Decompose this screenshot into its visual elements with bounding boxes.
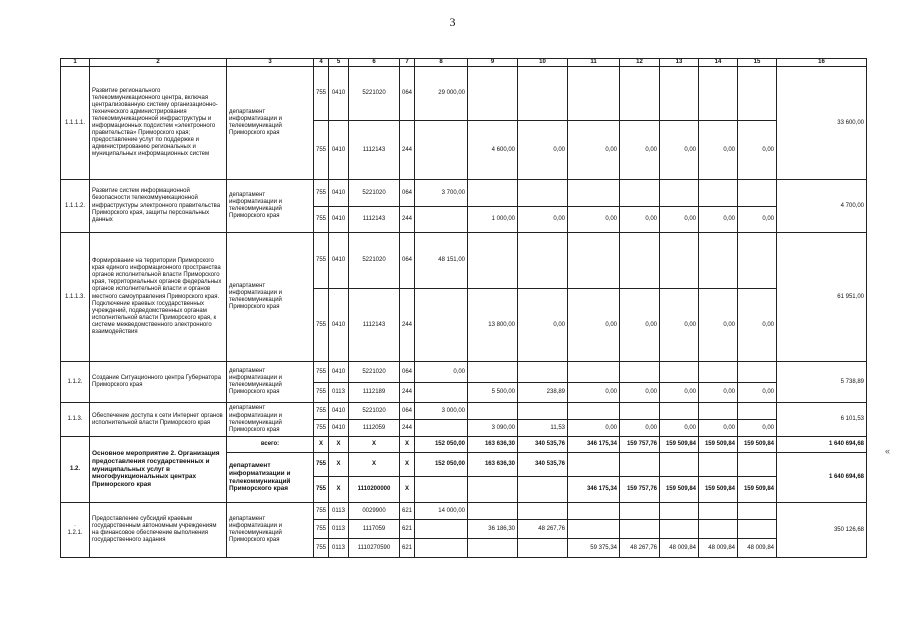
row-total: 1 640 694,68	[777, 437, 867, 453]
cell-c11	[568, 520, 620, 539]
col-header: 2	[90, 59, 227, 67]
cell-c11	[568, 67, 620, 121]
cell-c11: 0,00	[568, 207, 620, 233]
cell-c14	[699, 67, 738, 121]
cell-c15	[738, 453, 777, 477]
cell-c15: 0,00	[738, 207, 777, 233]
cell-c15: 159 509,84	[738, 477, 777, 503]
cell-c9	[468, 67, 518, 121]
row-id: 1.2.1.	[67, 530, 83, 537]
cell-c14: 159 509,84	[699, 477, 738, 503]
col-header: 4	[314, 59, 329, 67]
cell-c14	[699, 403, 738, 420]
cell-c6: 1112059	[349, 420, 400, 437]
cell-c5: 0410	[329, 67, 349, 121]
cell-c10	[518, 362, 568, 383]
cell-c8: 14 000,00	[415, 503, 468, 520]
budget-table	[60, 58, 867, 558]
col-header: 8	[415, 59, 468, 67]
row-id: 1.1.1.1.	[64, 119, 85, 126]
cell-c5: 0113	[329, 503, 349, 520]
row-department: департамент информатизации и телекоммуникаций Приморского края	[227, 453, 314, 503]
col-header: 14	[699, 59, 738, 67]
cell-c6: 5221020	[349, 403, 400, 420]
cell-c10	[518, 403, 568, 420]
col-header: 12	[620, 59, 660, 67]
cell-c4: 755	[314, 503, 329, 520]
row-description: Формирование на территории Приморского края единого информационного пространства органов исполнительной власти Приморского края, территориальных органов федеральных органов исполнительной власти и органов местного самоуправления Приморского края. Подключение краевых государственных учреждений, подведомственных органам исполнительной власти Приморского края, к системе межведомственного электронного взаимодействия	[90, 233, 227, 362]
cell-c4: 755	[314, 362, 329, 383]
cell-c8: 29 000,00	[415, 67, 468, 121]
cell-c9: 36 186,30	[468, 520, 518, 539]
table-row	[61, 403, 867, 420]
row-department: департамент информатизации и телекоммуникаций Приморского края	[227, 180, 314, 233]
col-header: 7	[400, 59, 415, 67]
cell-c9: 163 636,30	[468, 453, 518, 477]
page-number: 3	[449, 15, 456, 29]
cell-c5: 0113	[329, 520, 349, 539]
cell-c4: 755	[314, 420, 329, 437]
cell-c6: 0029900	[349, 503, 400, 520]
cell-c15	[738, 180, 777, 207]
col-header: 6	[349, 59, 400, 67]
cell-c12: 0,00	[620, 207, 660, 233]
cell-c8	[415, 121, 468, 180]
cell-c7: 621	[400, 503, 415, 520]
row-dot: ·	[74, 523, 76, 529]
cell-c5: X	[329, 453, 349, 477]
cell-c15: 48 009,84	[738, 539, 777, 558]
cell-c12	[620, 233, 660, 289]
cell-c10: 0,00	[518, 121, 568, 180]
cell-c13: 0,00	[660, 383, 699, 403]
cell-c12	[620, 503, 660, 520]
cell-c14: 48 009,84	[699, 539, 738, 558]
cell-c7: 244	[400, 207, 415, 233]
cell-c6: 5221020	[349, 67, 400, 121]
cell-c14	[699, 503, 738, 520]
cell-c5: 0410	[329, 207, 349, 233]
cell-c11	[568, 453, 620, 477]
cell-c9: 163 636,30	[468, 437, 518, 453]
cell-c6: 1112143	[349, 207, 400, 233]
cell-c13	[660, 403, 699, 420]
row-description: Основное мероприятие 2. Организация предоставления государственных и муниципальных услуг в многофункциональных центрах Приморского края	[90, 437, 227, 503]
cell-c4: 755	[314, 121, 329, 180]
cell-c8	[415, 207, 468, 233]
row-number	[61, 362, 90, 403]
cell-c12	[620, 520, 660, 539]
cell-c10	[518, 477, 568, 503]
col-header: 5	[329, 59, 349, 67]
cell-c14	[699, 453, 738, 477]
cell-c8: 3 000,00	[415, 403, 468, 420]
row-total: 350 126,68	[777, 503, 867, 558]
cell-c8: 152 050,00	[415, 453, 468, 477]
table-row	[61, 362, 867, 383]
cell-c13	[660, 233, 699, 289]
cell-c7: 244	[400, 289, 415, 362]
cell-c4: 755	[314, 207, 329, 233]
cell-c4: 755	[314, 453, 329, 477]
row-description: Обеспечение доступа к сети Интернет органов исполнительной власти Приморского края	[90, 403, 227, 437]
cell-c14	[699, 180, 738, 207]
cell-c14: 0,00	[699, 207, 738, 233]
cell-c13	[660, 180, 699, 207]
col-header: 16	[777, 59, 867, 67]
cell-c9	[468, 539, 518, 558]
cell-c6: 1110200000	[349, 477, 400, 503]
cell-c5: 0410	[329, 233, 349, 289]
cell-c14: 0,00	[699, 383, 738, 403]
cell-c15	[738, 362, 777, 383]
cell-c6: 1110270590	[349, 539, 400, 558]
cell-c11: 0,00	[568, 383, 620, 403]
cell-c9: 13 800,00	[468, 289, 518, 362]
cell-c13: 48 009,84	[660, 539, 699, 558]
cell-c4: 755	[314, 180, 329, 207]
cell-c15: 159 509,84	[738, 437, 777, 453]
cell-c10: 0,00	[518, 289, 568, 362]
cell-c15	[738, 67, 777, 121]
row-total: 61 951,00	[777, 233, 867, 362]
col-header: 1	[61, 59, 90, 67]
table-row	[61, 233, 867, 289]
cell-c14	[699, 362, 738, 383]
col-header: 11	[568, 59, 620, 67]
cell-c11: 59 375,34	[568, 539, 620, 558]
row-number	[61, 180, 90, 233]
cell-c13	[660, 67, 699, 121]
cell-c6: 1112189	[349, 383, 400, 403]
cell-c7: 621	[400, 520, 415, 539]
cell-c5: 0410	[329, 289, 349, 362]
cell-c9: 1 000,00	[468, 207, 518, 233]
cell-c12	[620, 362, 660, 383]
cell-c8: 152 050,00	[415, 437, 468, 453]
cell-c4: 755	[314, 403, 329, 420]
cell-c15: 0,00	[738, 383, 777, 403]
cell-c12: 0,00	[620, 383, 660, 403]
side-mark: «	[885, 446, 891, 456]
cell-c9	[468, 477, 518, 503]
cell-c10: 238,89	[518, 383, 568, 403]
cell-c15	[738, 403, 777, 420]
cell-c7: X	[400, 437, 415, 453]
row-number	[61, 503, 90, 558]
cell-c8: 0,00	[415, 362, 468, 383]
cell-c14	[699, 233, 738, 289]
cell-c4: 755	[314, 520, 329, 539]
cell-c9: 5 500,00	[468, 383, 518, 403]
cell-c12: 0,00	[620, 420, 660, 437]
cell-c12	[620, 180, 660, 207]
cell-c13	[660, 362, 699, 383]
col-header: 13	[660, 59, 699, 67]
cell-c7: 621	[400, 539, 415, 558]
cell-c9: 4 600,00	[468, 121, 518, 180]
cell-c13: 159 509,84	[660, 477, 699, 503]
cell-c7: X	[400, 453, 415, 477]
cell-c5: 0410	[329, 420, 349, 437]
cell-c11: 346 175,34	[568, 437, 620, 453]
cell-c8	[415, 477, 468, 503]
cell-c4: 755	[314, 383, 329, 403]
row-department: департамент информатизации и телекоммуникаций Приморского края	[227, 233, 314, 362]
cell-c12	[620, 453, 660, 477]
cell-c11: 0,00	[568, 289, 620, 362]
cell-c5: 0410	[329, 403, 349, 420]
cell-c6: X	[349, 453, 400, 477]
cell-c6: 1112143	[349, 121, 400, 180]
cell-c8	[415, 289, 468, 362]
cell-c13: 0,00	[660, 121, 699, 180]
table-row	[61, 180, 867, 207]
cell-c12: 48 267,76	[620, 539, 660, 558]
cell-c11	[568, 403, 620, 420]
cell-c8: 3 700,00	[415, 180, 468, 207]
cell-c13: 0,00	[660, 289, 699, 362]
cell-c4: 755	[314, 477, 329, 503]
cell-c15: 0,00	[738, 420, 777, 437]
row-total: 5 738,89	[777, 362, 867, 403]
cell-c10: 340 535,76	[518, 437, 568, 453]
cell-c11: 0,00	[568, 420, 620, 437]
row-id: 1.1.2.	[67, 378, 83, 385]
cell-c6: 1112143	[349, 289, 400, 362]
cell-c8	[415, 520, 468, 539]
row-department: департамент информатизации и телекоммуникаций Приморского края	[227, 403, 314, 437]
cell-c6: X	[349, 437, 400, 453]
table-row	[61, 67, 867, 121]
col-header: 15	[738, 59, 777, 67]
cell-c5: X	[329, 437, 349, 453]
cell-c14: 0,00	[699, 289, 738, 362]
row-number	[61, 403, 90, 437]
cell-c15	[738, 520, 777, 539]
row-description: Предоставление субсидий краевым государственным автономным учреждениям на финансовое обеспечение выполнения государственного задания	[90, 503, 227, 558]
cell-c12	[620, 403, 660, 420]
cell-c7: 064	[400, 233, 415, 289]
row-description: Развитие систем информационной безопасности телекоммуникационной инфраструктуры электронного правительства Приморского края, защиты персональных данных	[90, 180, 227, 233]
cell-c10	[518, 233, 568, 289]
cell-c15	[738, 233, 777, 289]
cell-c12	[620, 67, 660, 121]
cell-c13	[660, 503, 699, 520]
cell-c14: 0,00	[699, 420, 738, 437]
cell-c4: 755	[314, 233, 329, 289]
cell-c10: 0,00	[518, 207, 568, 233]
cell-c8	[415, 539, 468, 558]
row-number	[61, 67, 90, 180]
cell-c9	[468, 403, 518, 420]
cell-c7: 064	[400, 362, 415, 383]
row-description: Создание Ситуационного центра Губернатора Приморского края	[90, 362, 227, 403]
cell-c8: 48 151,00	[415, 233, 468, 289]
cell-c15: 0,00	[738, 289, 777, 362]
row-id: 1.1.1.2.	[64, 202, 85, 209]
cell-c7: 244	[400, 383, 415, 403]
column-header-row	[61, 59, 867, 67]
cell-c13	[660, 453, 699, 477]
cell-c7: 244	[400, 420, 415, 437]
cell-c9	[468, 180, 518, 207]
cell-c11: 346 175,34	[568, 477, 620, 503]
cell-c10: 11,53	[518, 420, 568, 437]
cell-c11: 0,00	[568, 121, 620, 180]
cell-c4: 755	[314, 539, 329, 558]
cell-c11	[568, 233, 620, 289]
cell-c7: 064	[400, 403, 415, 420]
cell-c13: 159 509,84	[660, 437, 699, 453]
cell-c14	[699, 520, 738, 539]
cell-c9: 3 090,00	[468, 420, 518, 437]
table-row	[61, 437, 867, 453]
cell-c7: 064	[400, 180, 415, 207]
cell-c6: 5221020	[349, 180, 400, 207]
cell-c5: 0113	[329, 539, 349, 558]
col-header: 3	[227, 59, 314, 67]
cell-c4: 755	[314, 67, 329, 121]
row-number	[61, 233, 90, 362]
cell-c9	[468, 503, 518, 520]
cell-c10	[518, 539, 568, 558]
cell-c14: 159 509,84	[699, 437, 738, 453]
row-total: 1 640 694,68	[777, 453, 867, 503]
cell-c6: 5221020	[349, 362, 400, 383]
cell-c9	[468, 362, 518, 383]
cell-c7: 244	[400, 121, 415, 180]
row-total: 33 600,00	[777, 67, 867, 180]
cell-c8	[415, 420, 468, 437]
cell-c14: 0,00	[699, 121, 738, 180]
cell-c10: 340 535,76	[518, 453, 568, 477]
cell-c15	[738, 503, 777, 520]
cell-c5: 0410	[329, 121, 349, 180]
cell-c10	[518, 503, 568, 520]
cell-c4: X	[314, 437, 329, 453]
cell-c6: 1117059	[349, 520, 400, 539]
cell-c6: 5221020	[349, 233, 400, 289]
cell-c7: X	[400, 477, 415, 503]
row-department: департамент информатизации и телекоммуникаций Приморского края	[227, 67, 314, 180]
row-number: 1.2.	[61, 437, 90, 503]
cell-c11	[568, 180, 620, 207]
cell-c12: 159 757,76	[620, 477, 660, 503]
cell-c5: 0410	[329, 180, 349, 207]
col-header: 9	[468, 59, 518, 67]
cell-c13: 0,00	[660, 207, 699, 233]
cell-c7: 064	[400, 67, 415, 121]
cell-c11	[568, 503, 620, 520]
row-department: департамент информатизации и телекоммуникаций Приморского края	[227, 362, 314, 403]
col-header: 10	[518, 59, 568, 67]
cell-c5: 0113	[329, 383, 349, 403]
cell-c5: X	[329, 477, 349, 503]
row-department: департамент информатизации и телекоммуникаций Приморского края	[227, 503, 314, 558]
cell-c4: 755	[314, 289, 329, 362]
row-description: Развитие регионального телекоммуникационного центра, включая централизованную систему организационно-технического администрирования телекоммуникационной инфраструктуры и информационных подсистем «электронного правительства» Приморского края; предоставление услуг по поддержке и администрированию региональных и муниципальных информационных систем	[90, 67, 227, 180]
cell-c13: 0,00	[660, 420, 699, 437]
cell-c9	[468, 233, 518, 289]
cell-c12: 0,00	[620, 289, 660, 362]
row-id: 1.1.3.	[67, 416, 83, 423]
cell-c11	[568, 362, 620, 383]
cell-c8	[415, 383, 468, 403]
cell-c10	[518, 67, 568, 121]
table-row	[61, 503, 867, 520]
cell-c13	[660, 520, 699, 539]
cell-c15: 0,00	[738, 121, 777, 180]
row-id: 1.1.1.3.	[64, 293, 85, 300]
cell-c10: 48 267,76	[518, 520, 568, 539]
cell-c12: 159 757,76	[620, 437, 660, 453]
cell-c12: 0,00	[620, 121, 660, 180]
row-total: 4 700,00	[777, 180, 867, 233]
cell-c5: 0410	[329, 362, 349, 383]
total-label: всего:	[227, 437, 314, 453]
row-total: 6 101,53	[777, 403, 867, 437]
cell-c10	[518, 180, 568, 207]
